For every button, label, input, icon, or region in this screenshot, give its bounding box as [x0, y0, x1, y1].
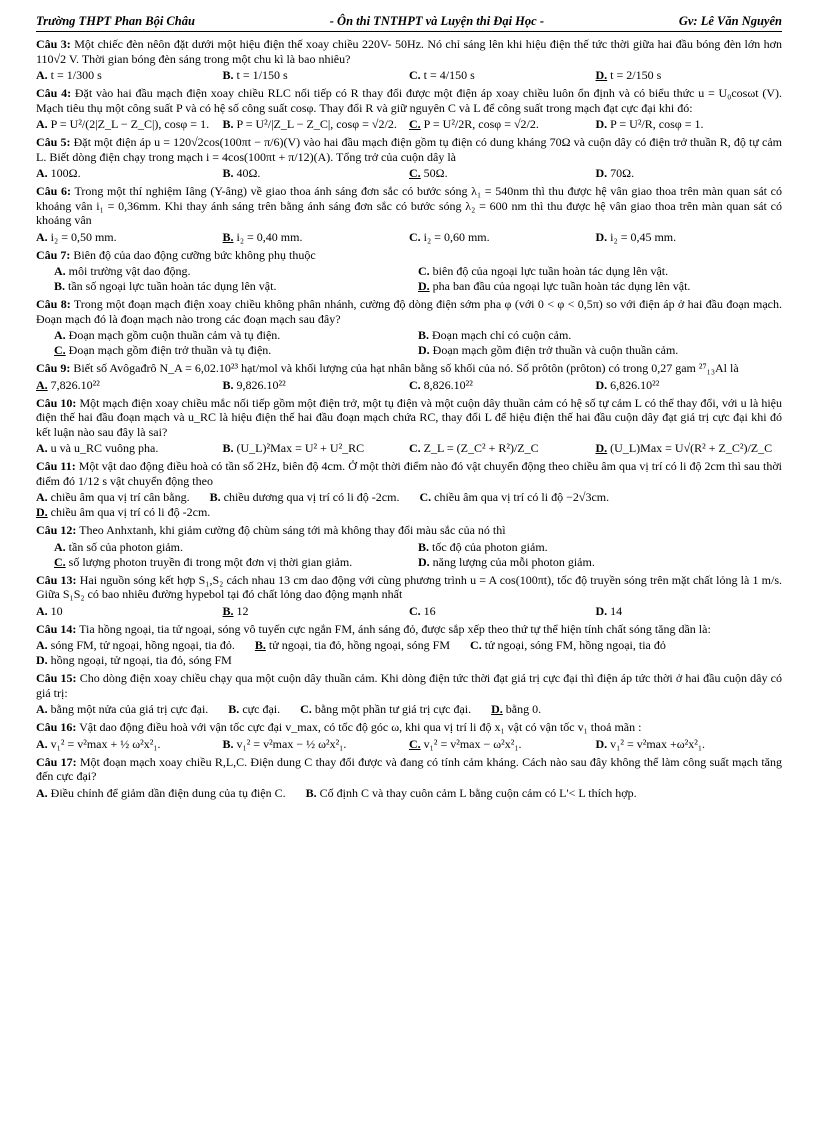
question-number: Câu 9: [36, 361, 71, 375]
answer-option[interactable] [306, 786, 643, 801]
answer-options [36, 490, 782, 520]
answer-option[interactable] [596, 441, 783, 456]
option-label: A. [36, 638, 48, 652]
answer-option[interactable] [36, 604, 223, 619]
option-text: 6,826.10²² [610, 377, 660, 392]
question-item [36, 135, 782, 181]
question-stem [36, 248, 782, 263]
option-label: B. [222, 377, 234, 392]
answer-option[interactable] [36, 653, 238, 668]
option-text: tốc độ của photon giảm. [432, 539, 548, 554]
option-text: pha ban đầu của ngoại lực tuần hoàn tác dụng lên vật. [432, 279, 691, 293]
option-label: C. [300, 702, 312, 716]
option-text: v₁² = v²max − ½ ω²x²₁. [236, 736, 347, 751]
question-text: Đặt một điện áp u = 120√2cos(100πt − π/6)(V) vào hai đầu mạch điện gồm tụ điện có dung kháng 70Ω và cuộn dây có điện trở thuần R, độ tự cảm L. Biết dòng điện chạy trong mạch i = 4cos(100πt + π/12)(A). Tổng trở của cuộn dây là [36, 135, 782, 164]
option-text: 70Ω. [610, 166, 635, 180]
answer-option[interactable] [223, 737, 410, 752]
option-text: i₂ = 0,40 mm. [236, 229, 303, 244]
option-text: v₁² = v²max +ω²x²₁. [610, 736, 706, 751]
option-text: tần số ngoại lực tuần hoàn tác dụng lên vật. [68, 279, 277, 293]
answer-option[interactable] [36, 378, 223, 393]
question-item [36, 297, 782, 358]
option-label: C. [470, 638, 482, 652]
answer-option[interactable] [36, 117, 223, 132]
option-label: A. [54, 264, 66, 278]
option-text: t = 2/150 s [610, 68, 662, 82]
option-text: t = 4/150 s [423, 68, 475, 82]
answer-option[interactable] [36, 490, 196, 505]
option-label: D. [595, 68, 608, 82]
answer-option[interactable] [596, 117, 783, 132]
answer-option[interactable] [596, 68, 783, 83]
option-label: C. [419, 490, 432, 504]
answer-options [36, 737, 782, 752]
question-number: Câu 13: [36, 572, 77, 587]
question-stem [36, 135, 782, 164]
answer-options [36, 264, 782, 294]
option-text: i₂ = 0,45 mm. [610, 229, 677, 244]
question-text: Hai nguồn sóng kết hợp S₁,S₂ cách nhau 13 cm dao động với cùng phương trình u = A cos(100πt), tốc độ truyền sóng trên mặt chất lỏng là 1 m/s. Giữa S₁S₂ có bao nhiêu đường hypebol tại đó chất lỏng dao động mạnh nhất [36, 572, 782, 601]
option-text: (U_L)²Max = U² + U²_RC [236, 441, 365, 455]
question-number: Câu 12: [36, 523, 77, 537]
option-label: A. [36, 441, 48, 455]
question-stem [36, 755, 782, 784]
answer-option[interactable] [36, 505, 216, 520]
option-label: A. [36, 736, 48, 751]
option-label: A. [36, 117, 48, 131]
question-stem [36, 184, 782, 228]
option-label: A. [54, 539, 66, 554]
option-label: B. [222, 68, 234, 82]
option-label: C. [54, 343, 66, 357]
option-text: 7,826.10²² [50, 377, 100, 392]
option-label: C. [409, 377, 421, 392]
question-text: Cho dòng điện xoay chiều chạy qua một cuộn dây thuần cảm. Khi dòng điện tức thời đạt giá trị cực đại thì điện áp tức thời ở hai đầu cuộn dây có giá trị: [36, 671, 783, 700]
teacher-name: Gv: Lê Văn Nguyên [678, 14, 782, 28]
question-item [36, 184, 782, 245]
school-name: Trường THPT Phan Bội Châu [36, 14, 195, 28]
option-label: D. [418, 554, 430, 569]
question-number: Câu 8: [36, 297, 71, 311]
option-label: C. [409, 603, 421, 618]
option-text: u và u_RC vuông pha. [50, 441, 159, 455]
question-number: Câu 3: [36, 37, 71, 51]
answer-option[interactable] [36, 68, 223, 83]
option-text: P = U²/2R, cosφ = √2/2. [423, 117, 539, 131]
option-text: hồng ngoại, tử ngoại, tia đỏ, sóng FM [50, 653, 232, 667]
option-label: B. [418, 328, 430, 342]
option-label: C. [409, 68, 421, 82]
answer-option[interactable] [596, 604, 783, 619]
answer-option[interactable] [255, 638, 456, 653]
answer-option[interactable] [596, 166, 783, 181]
option-text: 12 [236, 603, 249, 618]
option-label: B. [209, 490, 221, 504]
answer-options [36, 638, 782, 668]
option-text: chiều dương qua vị trí có li độ -2cm. [223, 490, 400, 504]
answer-options [36, 441, 782, 456]
option-label: C. [409, 117, 421, 131]
question-text: Biết số Avôgađrô N_A = 6,02.10²³ hạt/mol và khối lượng của hạt nhân bằng số khối của nó. Số prôtôn (prôton) có trong 0,27 gam ²⁷₁₃Al là [73, 361, 739, 375]
answer-option[interactable] [491, 702, 547, 717]
question-number: Câu 14: [36, 621, 77, 636]
answer-option[interactable] [223, 117, 410, 132]
answer-option[interactable] [223, 230, 410, 245]
option-text: năng lượng của mỗi photon giảm. [432, 554, 595, 569]
answer-option[interactable] [36, 166, 223, 181]
option-label: B. [54, 279, 66, 293]
option-label: B. [254, 638, 266, 652]
answer-option[interactable] [223, 378, 410, 393]
option-text: P = U²/(2|Z_L − Z_C|), cosφ = 1. [50, 117, 210, 131]
answer-option[interactable] [418, 328, 782, 343]
question-item [36, 361, 782, 393]
question-text: Một chiếc đèn nêôn đặt dưới một hiệu điện thế xoay chiều 220V- 50Hz. Nó chỉ sáng lên khi hiệu điện thế tức thời giữa hai đầu bóng đèn lớn hơn 110√2 V. Thời gian bóng đèn sáng trong một chu kì là bao nhiêu? [36, 37, 782, 66]
option-label: A. [36, 603, 48, 618]
question-stem [36, 523, 782, 538]
option-label: D. [418, 343, 430, 357]
option-text: t = 1/150 s [236, 68, 288, 82]
option-label: D. [595, 603, 608, 618]
answer-option[interactable] [36, 786, 292, 801]
question-stem [36, 622, 782, 637]
question-number: Câu 15: [36, 671, 77, 685]
answer-options [36, 702, 782, 717]
question-item [36, 86, 782, 132]
option-text: 16 [423, 603, 436, 618]
question-text: Trong một thí nghiệm Iâng (Y-âng) về giao thoa ánh sáng đơn sắc có bước sóng λ₁ = 540nm thì thu được hệ vân giao thoa trên màn quan sát có khoảng vân i₁ = 0,36mm. Khi thay ánh sáng trên bằng ánh sáng đơn sắc có bước sóng λ₂ = 600 nm thì thu được hệ vân giao thoa trên màn quan sát có khoảng vân [36, 184, 782, 227]
option-text: 14 [610, 603, 623, 618]
option-text: v₁² = v²max + ½ ω²x²₁. [50, 736, 161, 751]
answer-options [36, 540, 782, 570]
option-label: D. [491, 702, 503, 716]
option-label: D. [36, 505, 48, 519]
option-text: Đoạn mạch gồm cuộn thuần cảm và tụ điện. [68, 328, 281, 342]
option-text: 9,826.10²² [236, 377, 286, 392]
question-list [36, 37, 782, 801]
exam-title: - Ôn thi TNTHPT và Luyện thi Đại Học - [329, 14, 544, 28]
question-stem [36, 297, 782, 326]
option-text: tử ngoại, sóng FM, hồng ngoại, tia đỏ [484, 638, 666, 652]
answer-option[interactable] [54, 343, 418, 358]
option-text: 40Ω. [236, 166, 261, 180]
option-label: A. [36, 490, 48, 504]
question-item [36, 573, 782, 619]
question-item [36, 671, 782, 717]
exam-page [36, 14, 782, 804]
question-stem [36, 720, 782, 735]
option-label: B. [228, 702, 240, 716]
option-label: C. [418, 264, 430, 278]
answer-option[interactable] [409, 441, 596, 456]
option-text: tần số của photon giảm. [68, 539, 183, 554]
option-text: sóng FM, tử ngoại, hồng ngoại, tia đỏ. [50, 638, 235, 652]
option-text: chiều âm qua vị trí có li độ −2√3cm. [434, 490, 610, 504]
answer-options [36, 230, 782, 245]
option-label: B. [222, 441, 234, 455]
question-text: Trong một đoạn mạch điện xoay chiều không phân nhánh, cường độ dòng điện sớm pha φ (với 0 < φ < 0,5π) so với điện áp ở hai đầu đoạn mạch. Đoạn mạch đó là đoạn mạch nào trong các đoạn mạch sau đây? [36, 297, 782, 326]
question-number: Câu 7: [36, 247, 71, 262]
question-text: Một đoạn mạch xoay chiều R,L,C. Điện dung C thay đổi được và đang có tính cảm kháng. Cách nào sau đây không thể làm công suất mạch tăng đến cực đại? [36, 754, 782, 783]
answer-option[interactable] [54, 264, 418, 279]
option-text: bằng một nửa của giá trị cực đại. [50, 702, 209, 716]
question-text: Tia hồng ngoại, tia tử ngoại, sóng vô tuyến cực ngắn FM, ánh sáng đỏ, được sắp xếp theo thứ tự thể hiện tính chất sóng tăng dần là: [79, 621, 711, 636]
option-label: B. [222, 603, 234, 618]
option-label: B. [222, 166, 234, 180]
answer-option[interactable] [418, 540, 782, 555]
answer-option[interactable] [223, 441, 410, 456]
option-text: Đoạn mạch gồm điện trở thuần và tụ điện. [68, 343, 272, 357]
option-text: (U_L)Max = U√(R² + Z_C²)/Z_C [610, 441, 773, 455]
option-text: số lượng photon truyền đi trong một đơn vị thời gian giảm. [68, 554, 353, 569]
question-number: Câu 16: [36, 720, 77, 734]
option-label: A. [36, 68, 48, 82]
answer-option[interactable] [418, 343, 782, 358]
answer-option[interactable] [54, 328, 418, 343]
option-label: B. [222, 736, 234, 751]
answer-option[interactable] [409, 378, 596, 393]
answer-option[interactable] [470, 638, 672, 653]
answer-option[interactable] [36, 230, 223, 245]
option-text: Đoạn mạch chỉ có cuộn cảm. [432, 328, 572, 342]
option-label: D. [595, 441, 608, 455]
question-stem [36, 37, 782, 66]
option-text: i₂ = 0,50 mm. [50, 229, 117, 244]
answer-option[interactable] [409, 230, 596, 245]
question-stem [36, 86, 782, 115]
question-item [36, 755, 782, 801]
question-stem [36, 459, 782, 488]
option-text: biên độ của ngoại lực tuần hoàn tác dụng lên vật. [432, 264, 669, 278]
question-number: Câu 11: [36, 459, 76, 473]
question-text: Theo Anhxtanh, khi giảm cường độ chùm sáng tới mà không thay đổi màu sắc của nó thì [79, 523, 506, 537]
question-stem [36, 671, 782, 700]
answer-options [36, 166, 782, 181]
option-text: 100Ω. [50, 166, 81, 180]
option-label: D. [595, 166, 608, 180]
answer-option[interactable] [223, 604, 410, 619]
answer-option[interactable] [54, 279, 418, 294]
option-label: C. [409, 441, 421, 455]
option-text: chiều âm qua vị trí có li độ -2cm. [50, 505, 211, 519]
option-label: D. [595, 377, 608, 392]
question-number: Câu 5: [36, 135, 71, 149]
page-header [36, 14, 782, 32]
question-item [36, 720, 782, 752]
option-label: A. [36, 166, 48, 180]
question-number: Câu 10: [36, 395, 77, 410]
answer-option[interactable] [54, 540, 418, 555]
answer-option[interactable] [419, 490, 615, 505]
option-label: D. [595, 229, 608, 244]
option-text: P = U²/|Z_L − Z_C|, cosφ = √2/2. [236, 117, 397, 131]
question-stem [36, 573, 782, 602]
option-label: C. [409, 736, 421, 751]
answer-option[interactable] [418, 279, 782, 294]
answer-option[interactable] [54, 555, 418, 570]
question-text: Đặt vào hai đầu mạch điện xoay chiều RLC nối tiếp có R thay đổi được một điện áp xoay chiều luôn ổn định và có biểu thức u = U₀cosωt (V). Mạch tiêu thụ một công suất P và có hệ số công suất cosφ. Thay đổi R và giữ nguyên C và L để công suất trong mạch đạt cực đại khi đó: [36, 86, 782, 115]
answer-option[interactable] [228, 702, 286, 717]
option-label: D. [36, 653, 48, 667]
option-text: tử ngoại, tia đỏ, hồng ngoại, sóng FM [268, 638, 451, 652]
option-label: C. [409, 229, 421, 244]
answer-option[interactable] [596, 230, 783, 245]
option-text: cực đại. [242, 702, 281, 716]
option-label: B. [222, 117, 234, 131]
answer-option[interactable] [596, 737, 783, 752]
question-item [36, 248, 782, 295]
answer-option[interactable] [596, 378, 783, 393]
answer-option[interactable] [409, 737, 596, 752]
option-text: chiều âm qua vị trí cân bằng. [50, 490, 190, 504]
answer-options [36, 786, 782, 801]
answer-option[interactable] [300, 702, 477, 717]
answer-option[interactable] [210, 490, 406, 505]
question-stem [36, 396, 782, 440]
option-text: Đoạn mạch gồm điện trở thuần và cuộn thuần cảm. [432, 343, 679, 357]
question-stem [36, 361, 782, 376]
answer-option[interactable] [418, 555, 782, 570]
option-text: i₂ = 0,60 mm. [423, 229, 490, 244]
question-text: Một mạch điện xoay chiều mắc nối tiếp gồm một điện trở, một tụ điện và một cuộn dây thuần cảm có hệ số tự cảm L có thể thay đổi, với u là hiệu điện thế hai đầu đoạn mạch và u_RC là hiệu điện thế hai đầu đoạn mạch chứa RC, thay đổi L để hiệu điện thế hai đầu cuộn dây đạt giá trị cực đại khi đó kết luận nào sau đây là sai? [36, 395, 782, 439]
option-label: B. [418, 539, 430, 554]
answer-option[interactable] [418, 264, 782, 279]
answer-option[interactable] [36, 702, 214, 717]
option-text: Z_L = (Z_C² + R²)/Z_C [423, 441, 539, 455]
option-text: Cố định C và thay cuôn cảm L bằng cuộn cảm có L'< L thích hợp. [319, 785, 637, 800]
answer-option[interactable] [223, 68, 410, 83]
question-item [36, 459, 782, 520]
option-text: v₁² = v²max − ω²x²₁. [423, 736, 522, 751]
question-text: Biên độ của dao động cưỡng bức không phụ thuộc [73, 247, 316, 262]
option-label: B. [305, 785, 317, 800]
question-number: Câu 17: [36, 754, 77, 769]
answer-options [36, 328, 782, 358]
answer-option[interactable] [36, 737, 223, 752]
answer-option[interactable] [409, 68, 596, 83]
answer-option[interactable] [409, 604, 596, 619]
option-label: D. [595, 117, 608, 131]
option-text: bằng 0. [505, 702, 542, 716]
option-label: D. [595, 736, 608, 751]
question-text: Vật dao động điều hoà với vận tốc cực đại v_max, có tốc độ góc ω, khi qua vị trí li độ x₁ vật có vận tốc v₁ thoả mãn : [79, 720, 642, 734]
option-text: Điều chỉnh để giảm dần điện dung của tụ điện C. [50, 785, 286, 800]
answer-options [36, 117, 782, 132]
option-text: môi trường vật dao động. [68, 264, 191, 278]
question-item [36, 622, 782, 669]
answer-options [36, 68, 782, 83]
answer-option[interactable] [223, 166, 410, 181]
option-label: A. [36, 377, 48, 392]
question-number: Câu 6: [36, 184, 72, 198]
question-text: Một vật dao động điều hoà có tần số 2Hz, biên độ 4cm. Ở một thời điểm nào đó vật chuyển động theo chiều âm qua vị trí có li độ 2cm thì sau thời điểm đó 1/12 s vật chuyển động theo [36, 459, 782, 488]
answer-options [36, 604, 782, 619]
option-label: C. [54, 554, 66, 569]
option-label: A. [36, 229, 48, 244]
question-item [36, 37, 782, 83]
answer-option[interactable] [36, 638, 241, 653]
question-number: Câu 4: [36, 86, 72, 100]
answer-option[interactable] [36, 441, 223, 456]
answer-options [36, 378, 782, 393]
answer-option[interactable] [409, 166, 596, 181]
option-label: C. [409, 166, 421, 180]
option-label: D. [418, 279, 430, 293]
option-text: 50Ω. [423, 166, 448, 180]
option-text: P = U²/R, cosφ = 1. [610, 117, 704, 131]
option-label: A. [54, 328, 66, 342]
option-label: A. [36, 785, 48, 800]
answer-option[interactable] [409, 117, 596, 132]
question-item [36, 523, 782, 570]
option-text: bằng một phần tư giá trị cực đại. [314, 702, 472, 716]
question-item [36, 396, 782, 457]
option-label: B. [222, 229, 234, 244]
option-label: A. [36, 702, 48, 716]
option-text: 10 [50, 603, 63, 618]
option-text: t = 1/300 s [50, 68, 102, 82]
option-text: 8,826.10²² [423, 377, 473, 392]
